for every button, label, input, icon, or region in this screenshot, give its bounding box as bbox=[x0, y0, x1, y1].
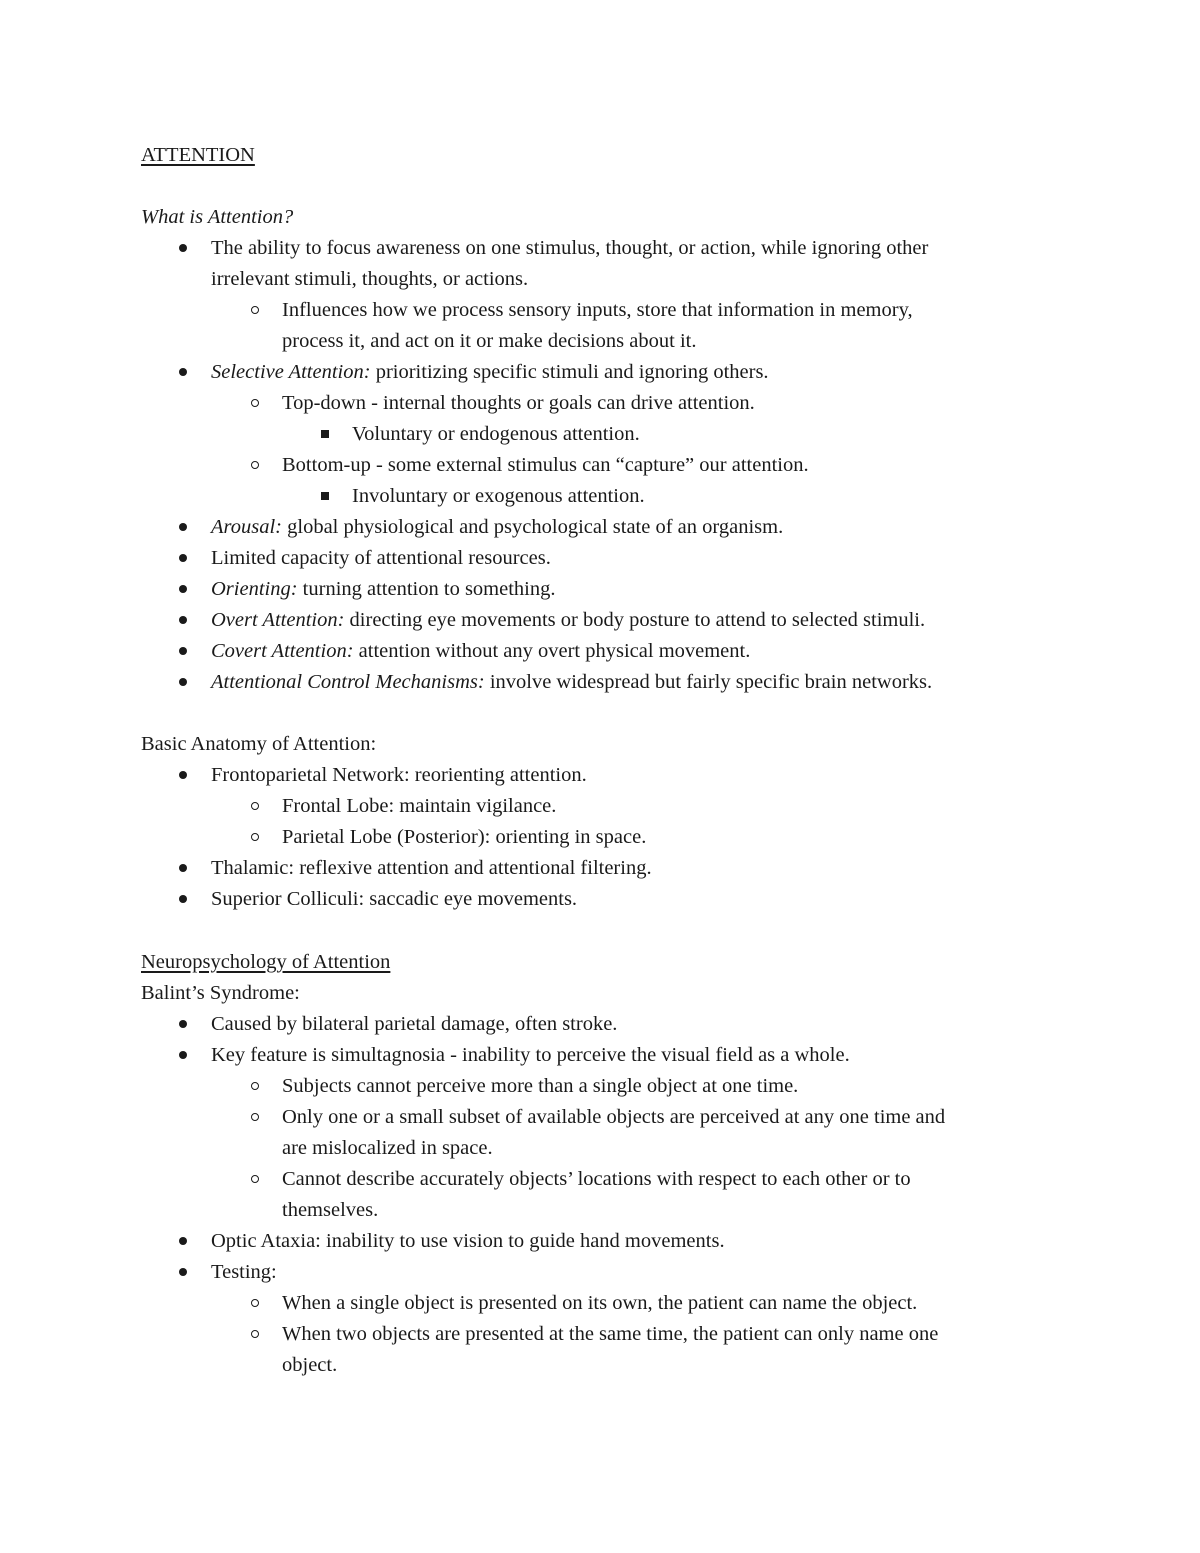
bullet-icon bbox=[176, 884, 190, 915]
document-title: ATTENTION bbox=[141, 144, 255, 166]
list-item: Superior Colliculi: saccadic eye movements. bbox=[211, 888, 578, 910]
list-item: Optic Ataxia: inability to use vision to guide hand movements. bbox=[211, 1230, 725, 1252]
bullet-icon bbox=[176, 605, 190, 636]
sub-bullet-icon bbox=[248, 1071, 262, 1102]
sub-bullet-icon bbox=[248, 388, 262, 419]
bullet-icon bbox=[176, 543, 190, 574]
sub-list-item: Cannot describe accurately objects’ locations with respect to each other or to bbox=[282, 1168, 911, 1190]
list-item bbox=[211, 574, 555, 605]
list-item: Limited capacity of attentional resources. bbox=[211, 547, 551, 569]
list-item bbox=[211, 512, 783, 543]
term-label: Orienting: bbox=[211, 578, 298, 600]
square-bullet-icon bbox=[318, 481, 332, 512]
list-item bbox=[211, 357, 769, 388]
term-definition: prioritizing specific stimuli and ignoring others. bbox=[370, 361, 769, 383]
square-bullet-icon bbox=[318, 419, 332, 450]
sub-list-item-continuation: process it, and act on it or make decisions about it. bbox=[282, 330, 697, 352]
bullet-icon bbox=[176, 233, 190, 264]
section-heading-what-is-attention: What is Attention? bbox=[141, 206, 294, 228]
list-item: Frontoparietal Network: reorienting attention. bbox=[211, 764, 587, 786]
sub-list-item: Only one or a small subset of available objects are perceived at any one time and bbox=[282, 1106, 946, 1128]
term-label: Overt Attention: bbox=[211, 609, 345, 631]
bullet-icon bbox=[176, 853, 190, 884]
bullet-icon bbox=[176, 1040, 190, 1071]
sub-list-item-continuation: object. bbox=[282, 1354, 338, 1376]
term-definition: attention without any overt physical movement. bbox=[353, 640, 751, 662]
sub-bullet-icon bbox=[248, 1164, 262, 1195]
bullet-icon bbox=[176, 760, 190, 791]
term-label: Covert Attention: bbox=[211, 640, 354, 662]
bullet-icon bbox=[176, 1257, 190, 1288]
section-heading-basic-anatomy: Basic Anatomy of Attention: bbox=[141, 733, 377, 755]
list-item bbox=[211, 605, 925, 636]
sub-sub-list-item: Involuntary or exogenous attention. bbox=[352, 485, 645, 507]
term-label: Selective Attention: bbox=[211, 361, 371, 383]
sub-list-item: Influences how we process sensory inputs, store that information in memory, bbox=[282, 299, 913, 321]
list-item: Key feature is simultagnosia - inability to perceive the visual field as a whole. bbox=[211, 1044, 850, 1066]
sub-list-item-continuation: are mislocalized in space. bbox=[282, 1137, 493, 1159]
list-item: Caused by bilateral parietal damage, often stroke. bbox=[211, 1013, 618, 1035]
bullet-icon bbox=[176, 1009, 190, 1040]
sub-list-item: Subjects cannot perceive more than a single object at one time. bbox=[282, 1075, 799, 1097]
sub-bullet-icon bbox=[248, 1319, 262, 1350]
list-item: Testing: bbox=[211, 1261, 277, 1283]
sub-bullet-icon bbox=[248, 822, 262, 853]
sub-bullet-icon bbox=[248, 295, 262, 326]
list-item bbox=[211, 667, 932, 698]
bullet-icon bbox=[176, 636, 190, 667]
bullet-icon bbox=[176, 667, 190, 698]
sub-list-item-continuation: themselves. bbox=[282, 1199, 379, 1221]
sub-bullet-icon bbox=[248, 791, 262, 822]
bullet-icon bbox=[176, 1226, 190, 1257]
section-heading-neuropsychology: Neuropsychology of Attention bbox=[141, 951, 391, 973]
sub-sub-list-item: Voluntary or endogenous attention. bbox=[352, 423, 640, 445]
sub-bullet-icon bbox=[248, 1288, 262, 1319]
bullet-icon bbox=[176, 512, 190, 543]
subsection-heading-balint: Balint’s Syndrome: bbox=[141, 982, 300, 1004]
bullet-icon bbox=[176, 574, 190, 605]
list-item-continuation: irrelevant stimuli, thoughts, or actions. bbox=[211, 268, 529, 290]
sub-list-item: Parietal Lobe (Posterior): orienting in space. bbox=[282, 826, 647, 848]
list-item bbox=[211, 636, 750, 667]
sub-bullet-icon bbox=[248, 1102, 262, 1133]
sub-list-item: Top-down - internal thoughts or goals can drive attention. bbox=[282, 392, 755, 414]
sub-list-item: Bottom-up - some external stimulus can “capture” our attention. bbox=[282, 454, 809, 476]
term-definition: global physiological and psychological state of an organism. bbox=[282, 516, 784, 538]
term-definition: turning attention to something. bbox=[297, 578, 556, 600]
list-item: Thalamic: reflexive attention and attentional filtering. bbox=[211, 857, 652, 879]
term-label: Arousal: bbox=[211, 516, 282, 538]
bullet-icon bbox=[176, 357, 190, 388]
list-item: The ability to focus awareness on one stimulus, thought, or action, while ignoring other bbox=[211, 237, 929, 259]
sub-list-item: When a single object is presented on its own, the patient can name the object. bbox=[282, 1292, 918, 1314]
sub-list-item: When two objects are presented at the same time, the patient can only name one bbox=[282, 1323, 939, 1345]
sub-bullet-icon bbox=[248, 450, 262, 481]
term-definition: involve widespread but fairly specific brain networks. bbox=[484, 671, 933, 693]
term-label: Attentional Control Mechanisms: bbox=[211, 671, 485, 693]
sub-list-item: Frontal Lobe: maintain vigilance. bbox=[282, 795, 557, 817]
term-definition: directing eye movements or body posture to attend to selected stimuli. bbox=[344, 609, 926, 631]
